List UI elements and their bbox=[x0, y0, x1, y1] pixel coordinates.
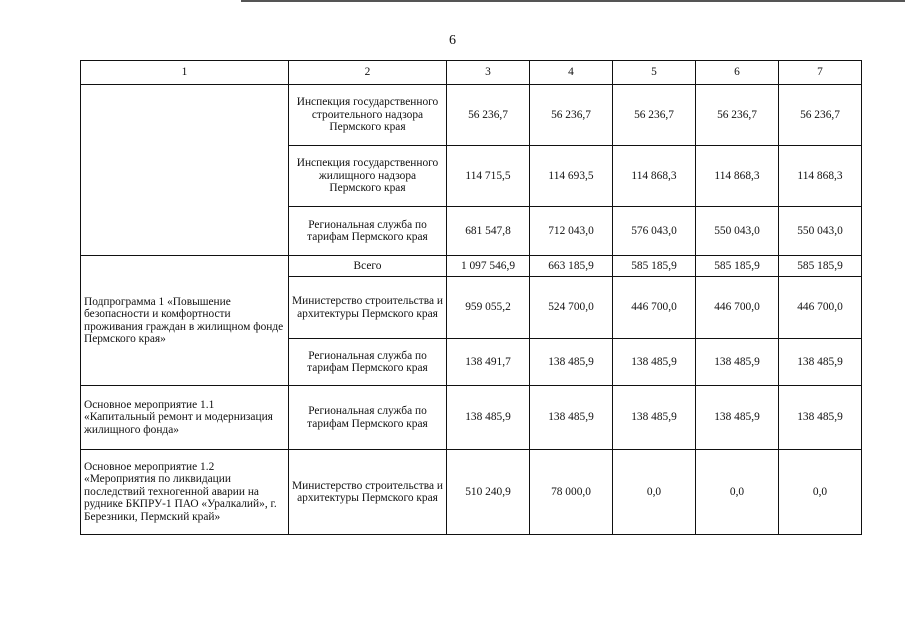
event-name-cell: Основное мероприятие 1.2 «Мероприятия по ликвидации последствий техногенной аварии на руднике БКПРУ-1 ПАО «Уралкалий», г. Березники, Пермский край» bbox=[81, 450, 289, 535]
table-row bbox=[81, 386, 862, 450]
value-cell: 1 097 546,9 bbox=[447, 256, 530, 277]
value-cell: 681 547,8 bbox=[447, 207, 530, 256]
value-cell: 56 236,7 bbox=[447, 85, 530, 146]
value-cell: 138 485,9 bbox=[779, 386, 862, 450]
value-cell: 0,0 bbox=[779, 450, 862, 535]
value-cell: 524 700,0 bbox=[530, 277, 613, 339]
table-row bbox=[81, 450, 862, 535]
value-cell: 138 485,9 bbox=[530, 339, 613, 386]
header-cell: 7 bbox=[779, 61, 862, 85]
header-cell: 6 bbox=[696, 61, 779, 85]
value-cell: 138 485,9 bbox=[613, 386, 696, 450]
program-name-cell bbox=[81, 85, 289, 256]
value-cell: 510 240,9 bbox=[447, 450, 530, 535]
value-cell: 663 185,9 bbox=[530, 256, 613, 277]
value-cell: 138 485,9 bbox=[779, 339, 862, 386]
value-cell: 959 055,2 bbox=[447, 277, 530, 339]
value-cell: 446 700,0 bbox=[696, 277, 779, 339]
value-cell: 0,0 bbox=[613, 450, 696, 535]
header-row bbox=[81, 61, 862, 85]
value-cell: 550 043,0 bbox=[779, 207, 862, 256]
value-cell: 138 485,9 bbox=[447, 386, 530, 450]
value-cell: 114 868,3 bbox=[613, 146, 696, 207]
department-cell: Инспекция государственного строительного надзора Пермского края bbox=[289, 85, 447, 146]
header-cell: 4 bbox=[530, 61, 613, 85]
value-cell: 114 715,5 bbox=[447, 146, 530, 207]
header-cell: 1 bbox=[81, 61, 289, 85]
event-name-cell: Основное мероприятие 1.1 «Капитальный ремонт и модернизация жилищного фонда» bbox=[81, 386, 289, 450]
value-cell: 0,0 bbox=[696, 450, 779, 535]
value-cell: 56 236,7 bbox=[613, 85, 696, 146]
page-number: 6 bbox=[449, 33, 456, 48]
department-cell: Инспекция государственного жилищного надзора Пермского края bbox=[289, 146, 447, 207]
subprogram-name-cell: Подпрограмма 1 «Повышение безопасности и комфортности проживания граждан в жилищном фонде Пермского края» bbox=[81, 256, 289, 386]
department-cell: Всего bbox=[289, 256, 447, 277]
value-cell: 550 043,0 bbox=[696, 207, 779, 256]
value-cell: 114 868,3 bbox=[696, 146, 779, 207]
table-row bbox=[81, 256, 862, 277]
value-cell: 585 185,9 bbox=[696, 256, 779, 277]
header-cell: 5 bbox=[613, 61, 696, 85]
department-cell: Региональная служба по тарифам Пермского края bbox=[289, 339, 447, 386]
budget-table bbox=[80, 60, 862, 535]
value-cell: 56 236,7 bbox=[779, 85, 862, 146]
value-cell: 56 236,7 bbox=[696, 85, 779, 146]
value-cell: 114 693,5 bbox=[530, 146, 613, 207]
value-cell: 138 491,7 bbox=[447, 339, 530, 386]
top-rule bbox=[241, 0, 905, 2]
value-cell: 138 485,9 bbox=[696, 339, 779, 386]
value-cell: 138 485,9 bbox=[696, 386, 779, 450]
value-cell: 446 700,0 bbox=[613, 277, 696, 339]
department-cell: Региональная служба по тарифам Пермского края bbox=[289, 207, 447, 256]
value-cell: 138 485,9 bbox=[613, 339, 696, 386]
value-cell: 576 043,0 bbox=[613, 207, 696, 256]
value-cell: 114 868,3 bbox=[779, 146, 862, 207]
header-cell: 3 bbox=[447, 61, 530, 85]
value-cell: 585 185,9 bbox=[613, 256, 696, 277]
value-cell: 712 043,0 bbox=[530, 207, 613, 256]
table-row bbox=[81, 85, 862, 146]
value-cell: 446 700,0 bbox=[779, 277, 862, 339]
department-cell: Министерство строительства и архитектуры Пермского края bbox=[289, 450, 447, 535]
value-cell: 78 000,0 bbox=[530, 450, 613, 535]
department-cell: Региональная служба по тарифам Пермского края bbox=[289, 386, 447, 450]
value-cell: 585 185,9 bbox=[779, 256, 862, 277]
value-cell: 138 485,9 bbox=[530, 386, 613, 450]
header-cell: 2 bbox=[289, 61, 447, 85]
department-cell: Министерство строительства и архитектуры Пермского края bbox=[289, 277, 447, 339]
value-cell: 56 236,7 bbox=[530, 85, 613, 146]
